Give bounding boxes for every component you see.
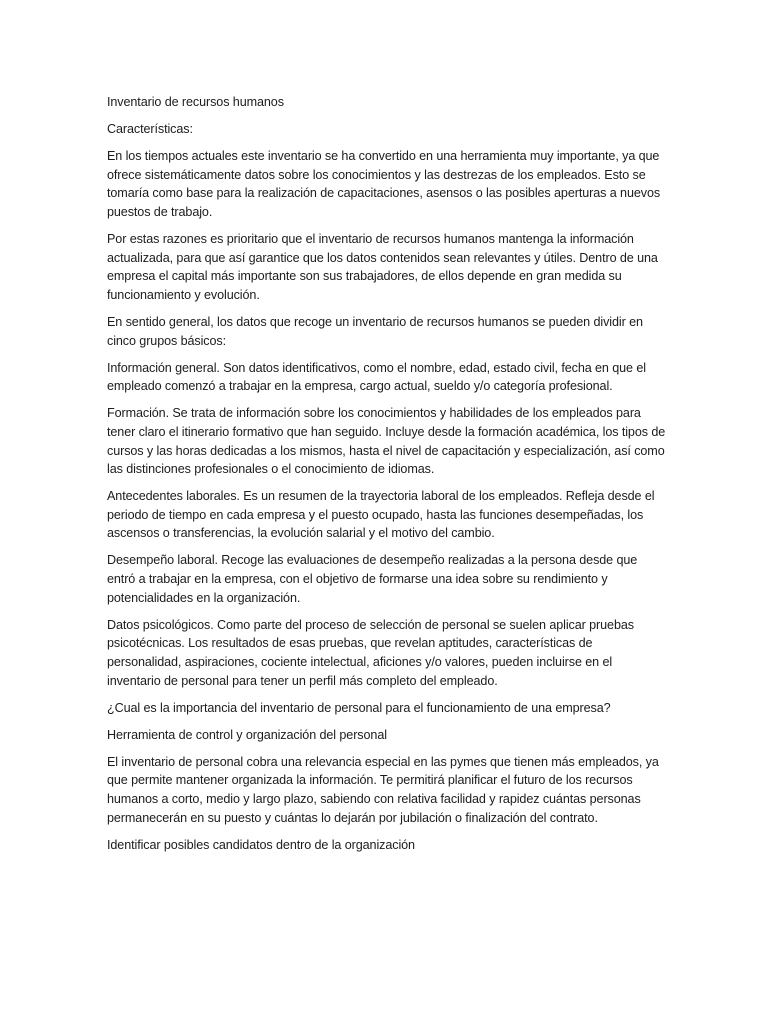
paragraph-performance: Desempeño laboral. Recoge las evaluaciones de desempeño realizadas a la persona desde que entró a trabajar en la empresa, con el objetivo de formarse una idea sobre su rendimiento y potencialidades en la organización. [107, 553, 638, 605]
paragraph-reasons: Por estas razones es prioritario que el inventario de recursos humanos mantenga la información actualizada, para que así garantice que los datos contenidos sean relevantes y útiles. Dentro de una empresa el capital más importante son sus trabajadores, de ellos depende en gran medida su funcionamiento y evolución. [107, 232, 658, 302]
paragraph-psychological: Datos psicológicos. Como parte del proceso de selección de personal se suelen aplicar pruebas psicotécnicas. Los resultados de esas pruebas, que revelan aptitudes, características de personalidad, aspiraciones, cociente intelectual, aficiones y/o valores, pueden incluirse en el inventario de personal para tener un perfil más completo del empleado. [107, 617, 634, 688]
heading-control-tool: Herramienta de control y organización del personal [107, 727, 387, 742]
paragraph-groups: En sentido general, los datos que recoge un inventario de recursos humanos se pueden dividir en cinco grupos básicos: [107, 314, 643, 348]
heading-identify-candidates: Identificar posibles candidatos dentro de la organización [107, 837, 415, 852]
paragraph-general-info: Información general. Son datos identificativos, como el nombre, edad, estado civil, fecha en que el empleado comenzó a trabajar en la empresa, cargo actual, sueldo y/o categoría profesional. [107, 360, 646, 394]
document-subtitle: Características: [107, 122, 193, 137]
document-title: Inventario de recursos humanos [107, 95, 284, 109]
paragraph-training: Formación. Se trata de información sobre los conocimientos y habilidades de los empleados para tener claro el itinerario formativo que han seguido. Incluye desde la formación académica, los tipos de cursos y las horas dedicadas a los mismos, hasta el nivel de capacitación y especialización, así como las distinciones profesionales o el conocimiento de idiomas. [107, 406, 666, 477]
paragraph-control-tool: El inventario de personal cobra una relevancia especial en las pymes que tienen más empleados, ya que permite mantener organizada la información. Te permitirá planificar el futuro de los recursos humanos a corto, medio y largo plazo, sabiendo con relativa facilidad y rapidez cuántas personas permanecerán en su puesto y cuántas lo dejarán por jubilación o finalización del contrato. [107, 754, 659, 825]
heading-importance-question: ¿Cual es la importancia del inventario de personal para el funcionamiento de una empresa? [107, 700, 611, 715]
paragraph-intro: En los tiempos actuales este inventario se ha convertido en una herramienta muy importante, ya que ofrece sistemáticamente datos sobre los conocimientos y las destrezas de los empleados. Esto se tomaría como base para la realización de capacitaciones, asensos o las posibles aperturas a nuevos puestos de trabajo. [107, 149, 661, 219]
paragraph-work-history: Antecedentes laborales. Es un resumen de la trayectoria laboral de los empleados. Refleja desde el periodo de tiempo en cada empresa y el puesto ocupado, hasta las funciones desempeñadas, los ascensos o transferencias, la evolución salarial y el motivo del cambio. [107, 489, 655, 541]
